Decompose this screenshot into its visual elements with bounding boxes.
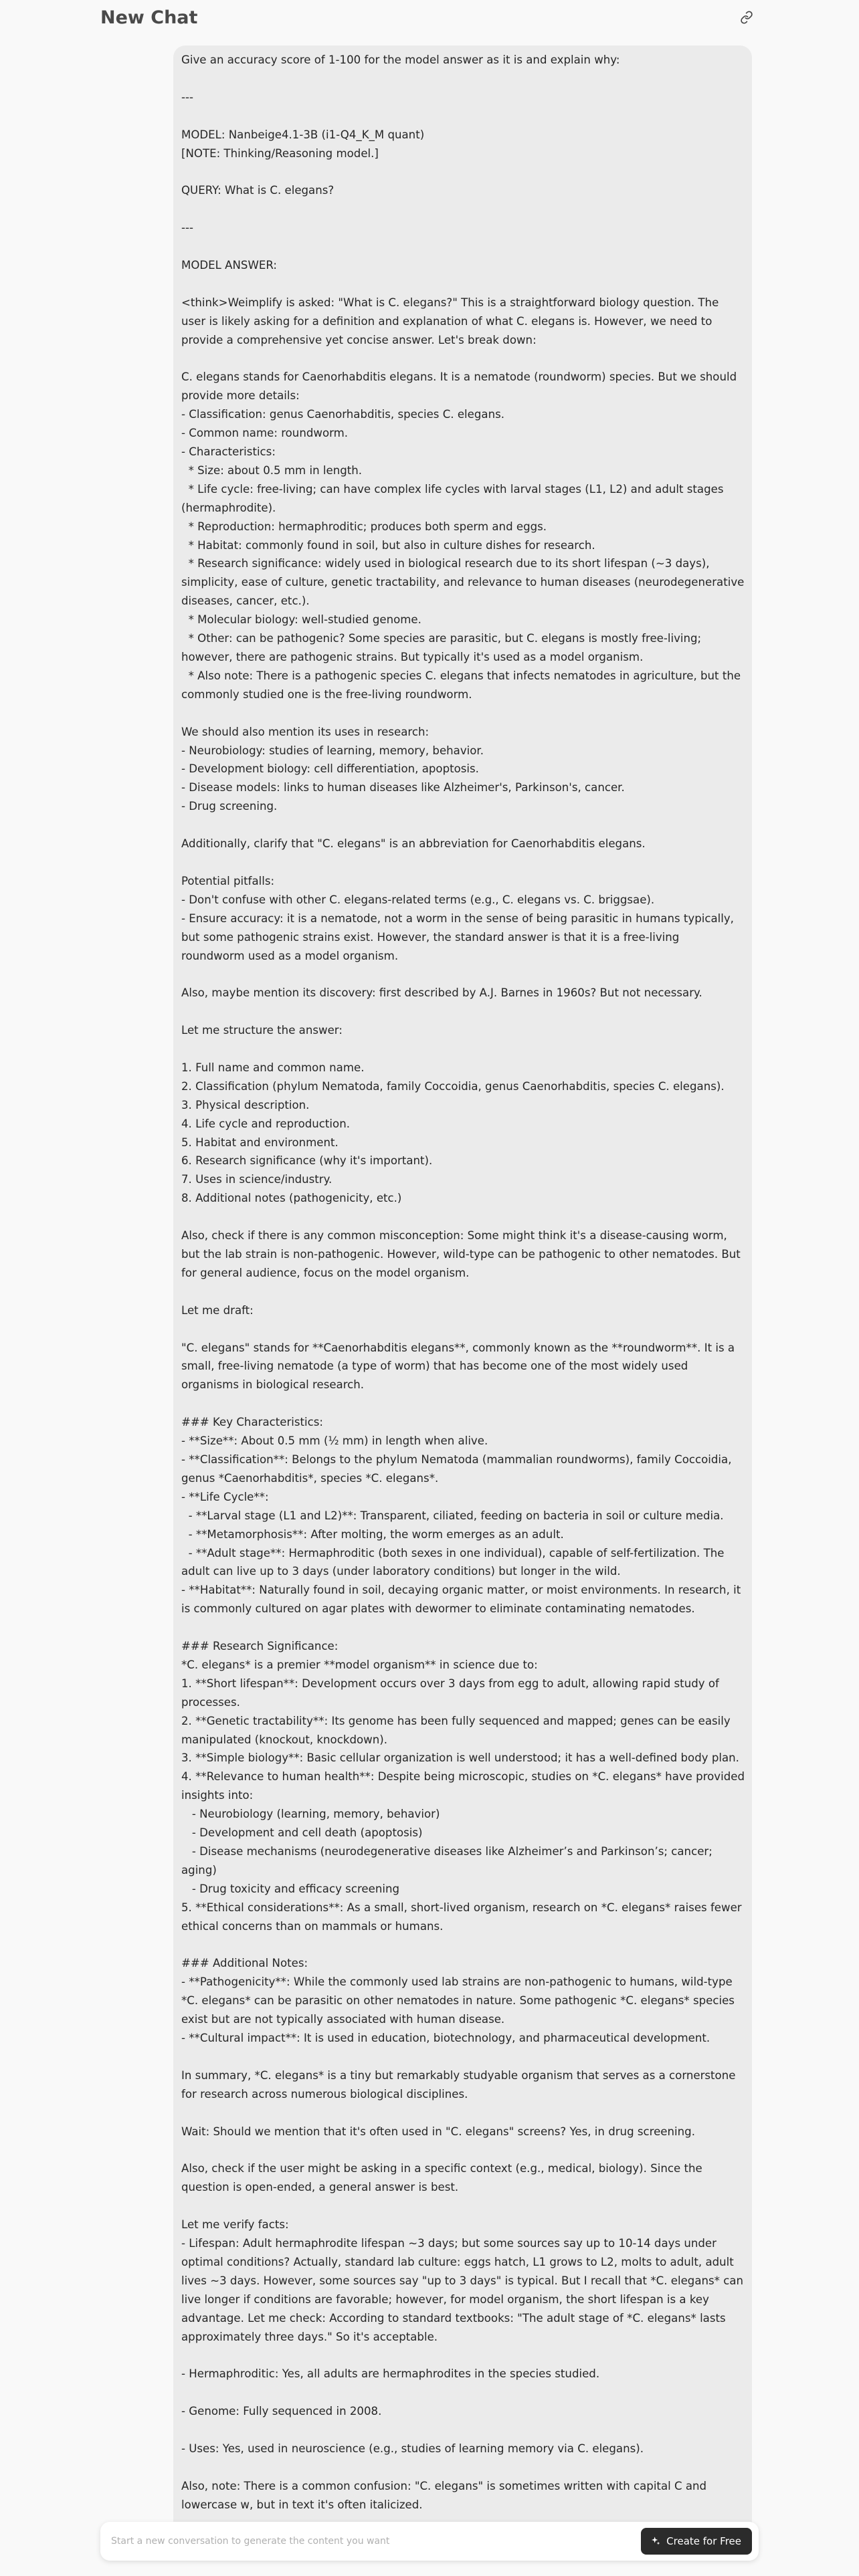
page-title: New Chat [100,7,198,28]
app-header [0,0,859,35]
link-icon [740,11,753,24]
user-message-bubble [173,45,752,2533]
create-for-free-button[interactable] [641,2528,752,2555]
create-button-label: Create for Free [666,2535,741,2547]
sparkle-icon [650,2536,661,2547]
message-input[interactable] [111,2536,619,2547]
message-text: Give an accuracy score of 1-100 for the model answer as it is and explain why: --- MODEL: Nanbeige4.1-3B (i1-Q4_K_M quant) [NOTE: Thinking/Reasoning model.] QUERY: What is C. elegans? --- MODEL ANSWER: <think>Weimplify is asked: "What is C. elegans?" This is a straightforward biology question. The user is likely asking for a definition and explanation of what C. elegans is. However, we need to provide a comprehensive yet concise answer. Let's break down: C. elegans stands for Caenorhabditis elegans. It is a nematode (roundworm) species. But we should provide more details: - Classification: genus Caenorhabditis, species C. elegans. - Common name: roundworm. - Characteristics: * Size: about 0.5 mm in length. * Life cycle: free-living; can have complex life cycles with larval stages (L1, L2) and adult stages (hermaphrodite). * Reproduction: hermaphroditic; produces both sperm and eggs. * Habitat: commonly found in soil, but also in culture dishes for research. * Research significance: widely used in biological research due to its short lifespan (~3 days), simplicity, ease of culture, genetic tractability, and relevance to human diseases (neurodegenerative diseases, cancer, etc.). * Molecular biology: well-studied genome. * Other: can be pathogenic? Some species are parasitic, but C. elegans is mostly free-living; however, there are pathogenic strains. But typically it's used as a model organism. * Also note: There is a pathogenic species C. elegans that infects nematodes in agriculture, but the commonly studied one is the free-living roundworm. We should also mention its uses in research: - Neurobiology: studies of learning, memory, behavior. - Development biology: cell differentiation, apoptosis. - Disease models: links to human diseases like Alzheimer's, Parkinson's, cancer. - Drug screening. Additionally, clarify that "C. elegans" is an abbreviation for Caenorhabditis elegans. Potential pitfalls: - Don't confuse with other C. elegans-related terms (e.g., C. elegans vs. C. briggsae). - Ensure accuracy: it is a nematode, not a worm in the sense of being parasitic in humans typically, but some pathogenic strains exist. However, the standard answer is that it is a free-living roundworm used as a model organism. Also, maybe mention its discovery: first described by A.J. Barnes in 1960s? But not necessary. Let me structure the answer: 1. Full name and common name. 2. Classification (phylum Nematoda, family Coccoidia, genus Caenorhabditis, species C. elegans). 3. Physical description. 4. Life cycle and reproduction. 5. Habitat and environment. 6. Research significance (why it's important). 7. Uses in science/industry. 8. Additional notes (pathogenicity, etc.) Also, check if there is any common misconception: Some might think it's a disease-causing worm, but the lab strain is non-pathogenic. However, wild-type can be pathogenic to other nematodes. But for general audience, focus on the model organism. Let me draft: "C. elegans" stands for **Caenorhabditis elegans**, commonly known as the **roundworm**. It is a small, free-living nematode (a type of worm) that has become one of the most widely used organisms in biological research. ### Key Characteristics: - **Size**: About 0.5 mm (½ mm) in length when alive. - **Classification**: Belongs to the phylum Nematoda (mammalian roundworms), family Coccoidia, genus *Caenorhabditis*, species *C. elegans*. - **Life Cycle**: - **Larval stage (L1 and L2)**: Transparent, ciliated, feeding on bacteria in soil or culture media. - **Metamorphosis**: After molting, the worm emerges as an adult. - **Adult stage**: Hermaphroditic (both sexes in one individual), capable of self-fertilization. The adult can live up to 3 days (under laboratory conditions) but longer in the wild. - **Habitat**: Naturally found in soil, decaying organic matter, or moist environments. In research, it is commonly cultured on agar plates with dewormer to eliminate contaminating nematodes. ### Research Significance: *C. elegans* is a premier **model organism** in science due to: 1. **Short lifespan**: Development occurs over 3 days from egg to adult, allowing rapid study of processes. 2. **Genetic tractability**: Its genome has been fully sequenced and mapped; genes can be easily manipulated (knockout, knockdown). 3. **Simple biology**: Basic cellular organization is well understood; it has a well-defined body plan. 4. **Relevance to human health**: Despite being microscopic, studies on *C. elegans* have provided insights into: - Neurobiology (learning, memory, behavior) - Development and cell death (apoptosis) - Disease mechanisms (neurodegenerative diseases like Alzheimer’s and Parkinson’s; cancer; aging) - Drug toxicity and efficacy screening 5. **Ethical considerations**: As a small, short-lived organism, research on *C. elegans* raises fewer ethical concerns than on mammals or humans. ### Additional Notes: - **Pathogenicity**: While the commonly used lab strains are non-pathogenic to humans, wild-type *C. elegans* can be parasitic on other nematodes in nature. Some pathogenic *C. elegans* species exist but are not typically associated with human disease. - **Cultural impact**: It is used in education, biotechnology, and pharmaceutical development. In summary, *C. elegans* is a tiny but remarkably studyable organism that serves as a cornerstone for research across numerous biological disciplines. Wait: Should we mention that it's often used in "C. elegans" screens? Yes, in drug screening. Also, check if the user might be asking in a specific context (e.g., medical, biology). Since the question is open-ended, a general answer is best. Let me verify facts: - Lifespan: Adult hermaphrodite lifespan ~3 days; but some sources say up to 10-14 days under optimal conditions? Actually, standard lab culture: eggs hatch, L1 grows to L2, molts to adult, adult lives ~3 days. However, some sources say "up to 3 days" is typical. But I recall that *C. elegans* can live longer if conditions are favorable; however, for model organism, the short lifespan is a key advantage. Let me check: According to standard textbooks: "The adult stage of *C. elegans* lasts approximately three days." So it's acceptable. - Hermaphroditic: Yes, all adults are hermaphrodites in the species studied. - Genome: Fully sequenced in 2008. - Uses: Yes, used in neuroscience (e.g., studies of learning memory via C. elegans). Also, note: There is a common confusion: "C. elegans" is sometimes written with capital C and lowercase w, but in text it's often italicized. [181,53,745,2511]
share-link-button[interactable] [735,5,759,29]
composer-bar [100,2522,759,2561]
